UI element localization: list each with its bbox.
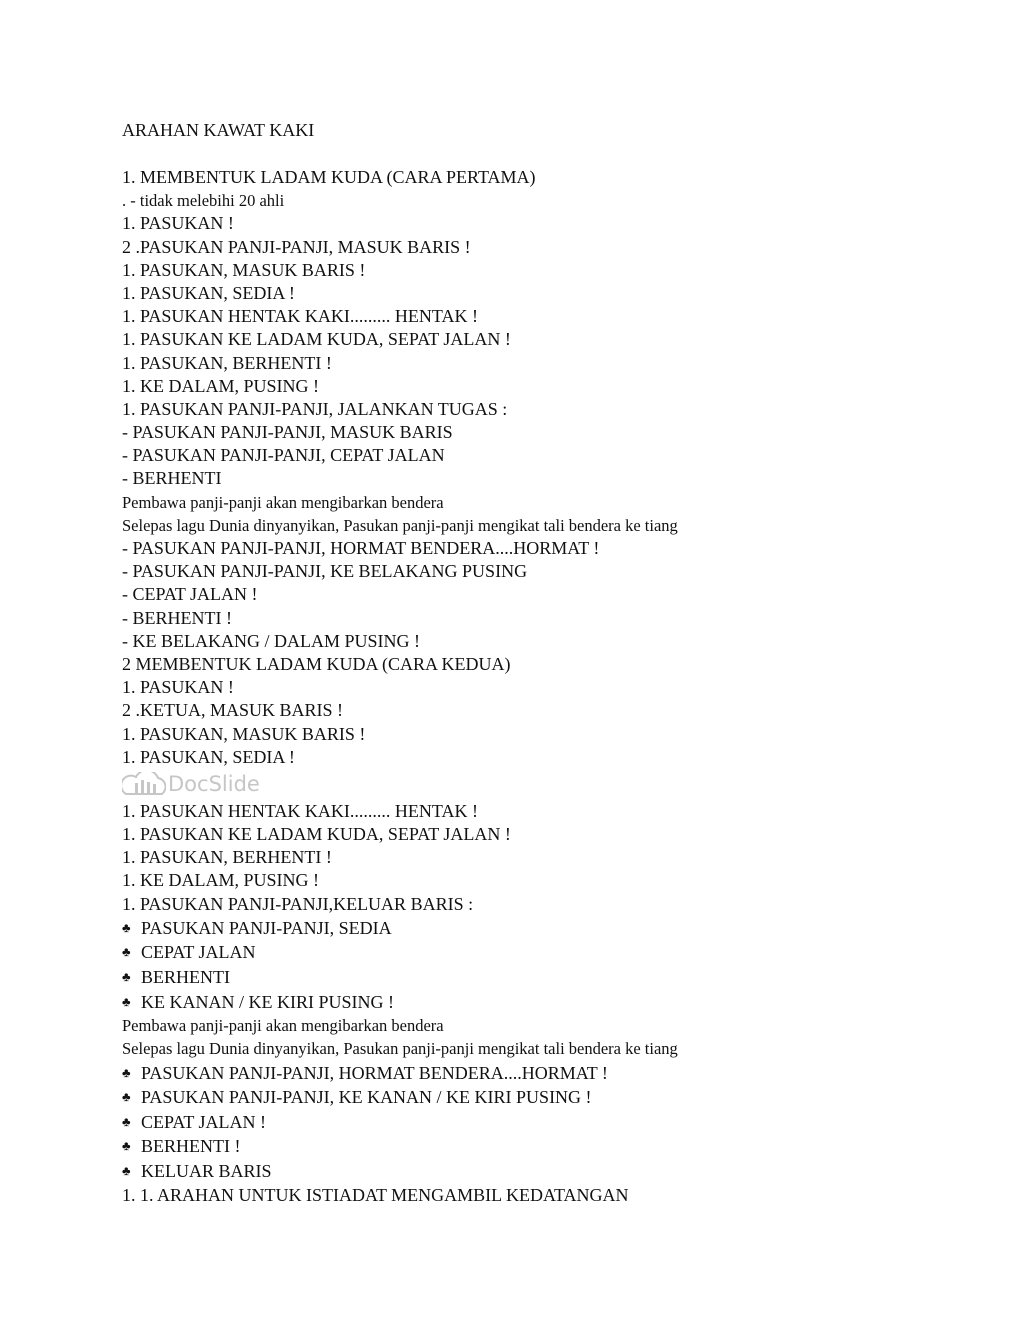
document-line: Pembawa panji-panji akan mengibarkan bendera [122,1016,444,1036]
document-line: - BERHENTI [122,468,222,489]
document-line: Selepas lagu Dunia dinyanyikan, Pasukan panji-panji mengikat tali bendera ke tiang [122,1039,678,1059]
bullet-item [122,965,922,990]
document-line: 1. PASUKAN, MASUK BARIS ! [122,723,366,744]
bullet-item [122,990,922,1015]
club-bullet-icon: ♣ [122,944,131,960]
bullet-item [122,916,922,941]
club-bullet-icon: ♣ [122,1113,131,1129]
document-line: 2 .PASUKAN PANJI-PANJI, MASUK BARIS ! [122,236,471,257]
club-bullet-icon: ♣ [122,1089,131,1105]
bullet-text: BERHENTI ! [141,1136,241,1157]
document-line: 1. PASUKAN HENTAK KAKI......... HENTAK ! [122,306,478,327]
bullet-item [122,1085,922,1110]
document-line: . - tidak melebihi 20 ahli [122,191,285,211]
document-line: 1. PASUKAN, BERHENTI ! [122,847,332,868]
document-line: 1. MEMBENTUK LADAM KUDA (CARA PERTAMA) [122,167,536,187]
section-note [122,1014,922,1060]
bullet-item [122,1061,922,1086]
bullet-text: BERHENTI [141,967,230,987]
document-line: - CEPAT JALAN ! [122,584,258,605]
bullet-text: CEPAT JALAN [141,942,256,963]
document-line: - PASUKAN PANJI-PANJI, MASUK BARIS [122,422,453,443]
document-line: - PASUKAN PANJI-PANJI, KE BELAKANG PUSING [122,561,528,582]
closing-line: 1. 1. ARAHAN UNTUK ISTIADAT MENGAMBIL KEDATANGAN [122,1184,629,1205]
bullet-text: KELUAR BARIS [141,1160,272,1181]
bullet-text: CEPAT JALAN ! [141,1111,267,1132]
bullet-list-b [122,1061,922,1184]
document-line: 1. KE DALAM, PUSING ! [122,870,319,891]
document-line: 1. KE DALAM, PUSING ! [122,375,319,396]
document-line: 2 MEMBENTUK LADAM KUDA (CARA KEDUA) [122,653,511,674]
document-line: 1. PASUKAN, BERHENTI ! [122,352,332,373]
watermark-text: DocSlide [168,772,260,797]
club-bullet-icon: ♣ [122,1162,131,1178]
club-bullet-icon: ♣ [122,969,131,984]
bullet-text: PASUKAN PANJI-PANJI, KE KANAN / KE KIRI PUSING ! [141,1087,592,1108]
document-line: 1. PASUKAN, SEDIA ! [122,282,295,303]
document-line: 1. PASUKAN, MASUK BARIS ! [122,259,366,280]
bullet-item [122,1134,922,1159]
document-title: ARAHAN KAWAT KAKI [122,120,315,140]
document-page [122,119,922,1207]
club-bullet-icon: ♣ [122,1064,131,1080]
document-line: 2 .KETUA, MASUK BARIS ! [122,700,344,721]
document-line: 1. PASUKAN PANJI-PANJI,KELUAR BARIS : [122,893,474,914]
document-line: - PASUKAN PANJI-PANJI, HORMAT BENDERA....HORMAT ! [122,538,600,558]
document-line: 1. PASUKAN ! [122,677,234,698]
club-bullet-icon: ♣ [122,919,131,935]
docslide-logo-icon [122,772,166,796]
document-line: Pembawa panji-panji akan mengibarkan bendera [122,492,444,512]
bullet-text: KE KANAN / KE KIRI PUSING ! [141,991,394,1012]
document-line: 1. PASUKAN ! [122,213,234,234]
document-line: - KE BELAKANG / DALAM PUSING ! [122,630,420,651]
club-bullet-icon: ♣ [122,993,131,1009]
bullet-item [122,1110,922,1135]
document-line: 1. PASUKAN, SEDIA ! [122,746,295,767]
document-line: 1. PASUKAN PANJI-PANJI, JALANKAN TUGAS : [122,398,508,419]
document-line: 1. PASUKAN KE LADAM KUDA, SEPAT JALAN ! [122,329,511,350]
bullet-text: PASUKAN PANJI-PANJI, HORMAT BENDERA....HORMAT ! [141,1062,608,1083]
bullet-text: PASUKAN PANJI-PANJI, SEDIA [141,917,392,938]
document-line: Selepas lagu Dunia dinyanyikan, Pasukan panji-panji mengikat tali bendera ke tiang [122,515,678,535]
section-keluar-baris [122,800,922,916]
section-ladam-kuda-cara-pertama [122,166,922,769]
document-line: - BERHENTI ! [122,607,232,628]
document-line: 1. PASUKAN KE LADAM KUDA, SEPAT JALAN ! [122,824,511,845]
docslide-watermark [122,769,922,800]
bullet-item [122,940,922,965]
bullet-item [122,1159,922,1184]
document-line: - PASUKAN PANJI-PANJI, CEPAT JALAN [122,445,445,466]
bullet-list-a [122,916,922,1014]
club-bullet-icon: ♣ [122,1138,131,1154]
document-line: 1. PASUKAN HENTAK KAKI......... HENTAK ! [122,800,478,821]
